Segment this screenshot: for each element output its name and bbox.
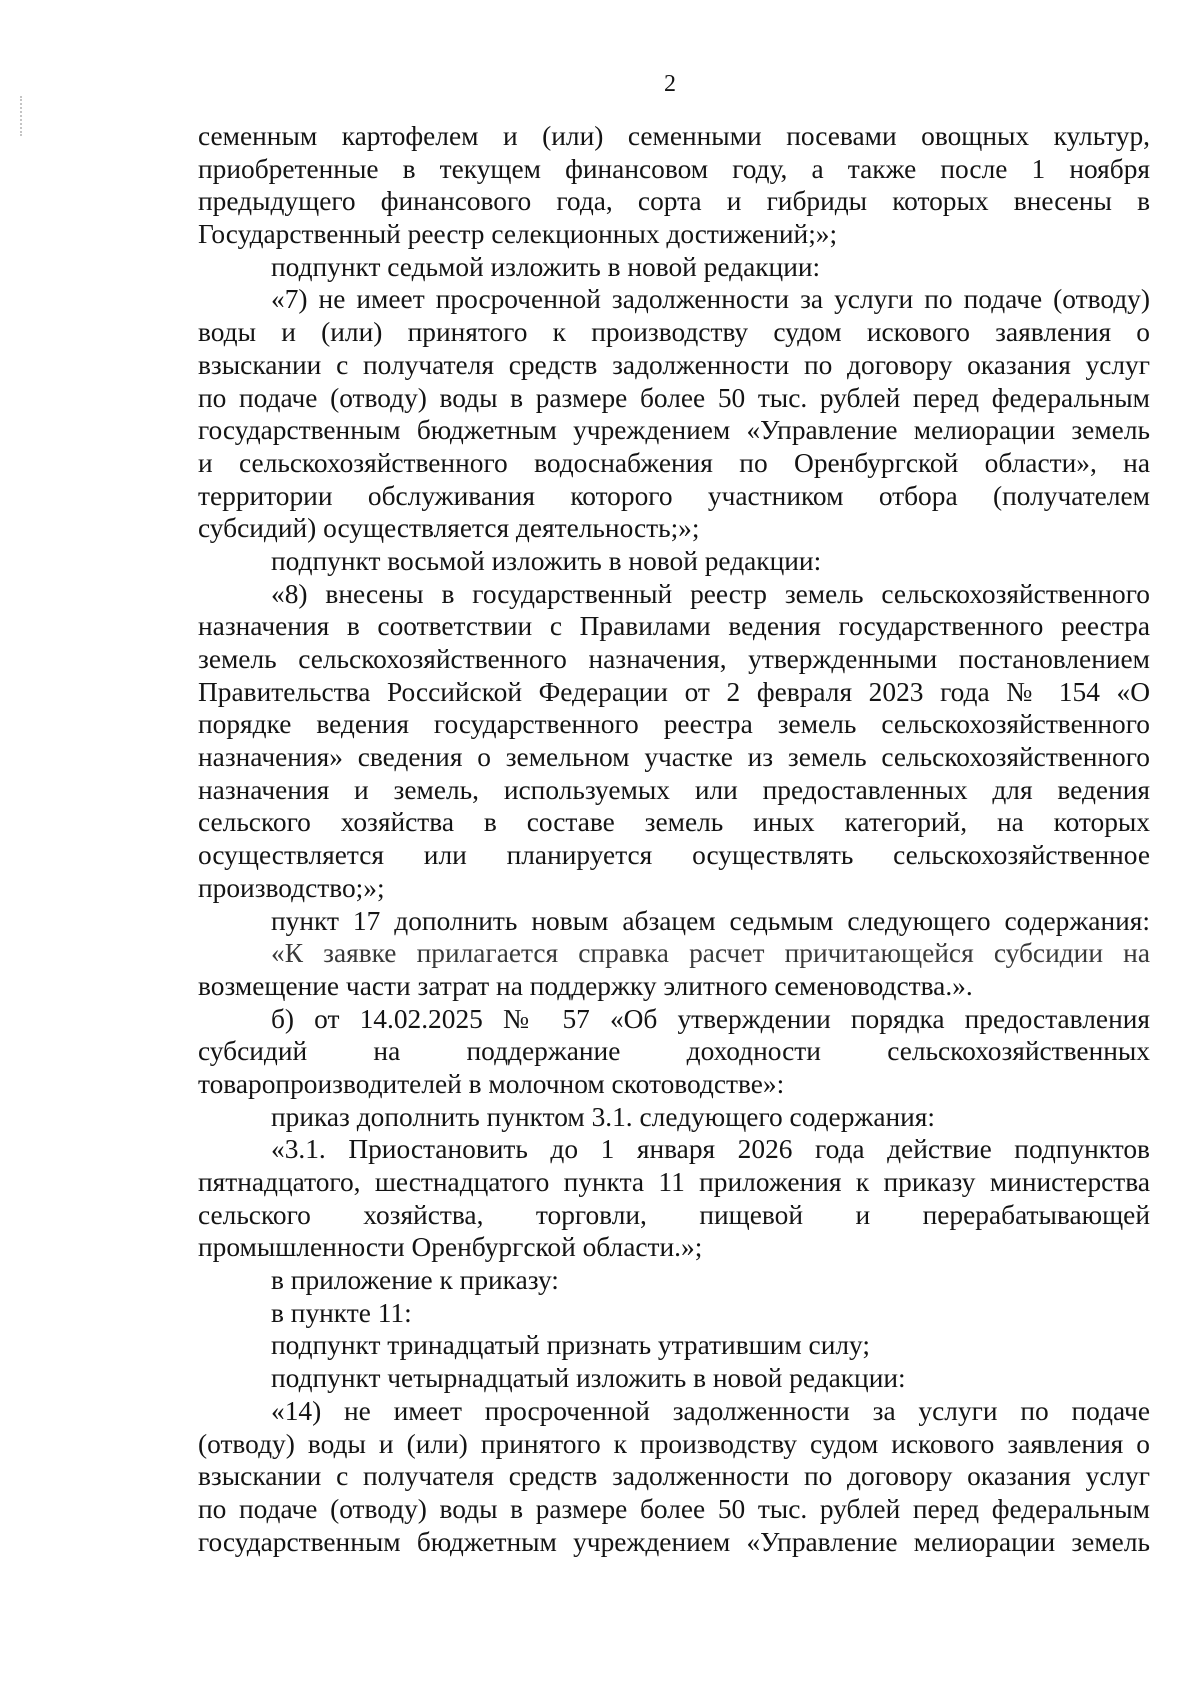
text-line: сельского хозяйства в составе земель иных категорий, на которых: [198, 807, 1150, 838]
text-line: по подаче (отводу) воды в размере более 50 тыс. рублей перед федеральным: [198, 382, 1150, 413]
text-line: б) от 14.02.2025 № 57 «Об утверждении порядка предоставления: [271, 1003, 1150, 1034]
text-line: субсидий) осуществляется деятельность;»;: [198, 513, 700, 544]
text-line: государственным бюджетным учреждением «Управление мелиорации земель: [198, 1526, 1150, 1557]
text-line: подпункт восьмой изложить в новой редакции:: [271, 545, 822, 576]
text-line: по подаче (отводу) воды в размере более 50 тыс. рублей перед федеральным: [198, 1493, 1150, 1524]
text-line: осуществляется или планируется осуществлять сельскохозяйственное: [198, 840, 1150, 871]
text-line: порядке ведения государственного реестра земель сельскохозяйственного: [198, 709, 1150, 740]
text-line: «8) внесены в государственный реестр земель сельскохозяйственного: [271, 578, 1150, 609]
text-line: предыдущего финансового года, сорта и гибриды которых внесены в: [198, 186, 1150, 217]
text-line: Государственный реестр селекционных достижений;»;: [198, 219, 838, 250]
text-line: приобретенные в текущем финансовом году, а также после 1 ноября: [198, 153, 1150, 184]
text-line: пункт 17 дополнить новым абзацем седьмым следующего содержания:: [271, 905, 1150, 936]
text-line: товаропроизводителей в молочном скотоводстве»:: [198, 1068, 785, 1099]
text-line: промышленности Оренбургской области.»;: [198, 1232, 703, 1263]
text-line: «7) не имеет просроченной задолженности за услуги по подаче (отводу): [271, 284, 1150, 315]
text-line: назначения в соответствии с Правилами ведения государственного реестра: [198, 611, 1150, 642]
text-line: назначения» сведения о земельном участке из земель сельскохозяйственного: [198, 742, 1150, 773]
text-line: назначения и земель, используемых или предоставленных для ведения: [198, 774, 1150, 805]
text-line: возмещение части затрат на поддержку элитного семеноводства.».: [198, 970, 973, 1001]
text-line: «14) не имеет просроченной задолженности за услуги по подаче: [271, 1395, 1150, 1426]
text-line: субсидий на поддержание доходности сельскохозяйственных: [198, 1036, 1150, 1067]
text-line: и сельскохозяйственного водоснабжения по Оренбургской области», на: [198, 447, 1150, 478]
document-body: [198, 120, 1150, 1558]
page-number: 2: [664, 71, 676, 97]
text-line: «3.1. Приостановить до 1 января 2026 года действие подпунктов: [271, 1134, 1150, 1165]
text-line: сельского хозяйства, торговли, пищевой и перерабатывающей: [198, 1199, 1150, 1230]
text-line: взыскании с получателя средств задолженности по договору оказания услуг: [198, 349, 1150, 380]
text-line: земель сельскохозяйственного назначения, утвержденными постановлением: [198, 644, 1150, 674]
text-line: приказ дополнить пунктом 3.1. следующего содержания:: [271, 1101, 936, 1132]
text-line: взыскании с получателя средств задолженности по договору оказания услуг: [198, 1461, 1150, 1492]
text-line: в приложение к приказу:: [271, 1265, 559, 1296]
text-line: пятнадцатого, шестнадцатого пункта 11 приложения к приказу министерства: [198, 1167, 1150, 1197]
scan-edge-marks: [20, 96, 28, 136]
text-line: воды и (или) принятого к производству судом искового заявления о: [198, 317, 1150, 348]
text-line: производство;»;: [198, 872, 385, 903]
text-line: подпункт четырнадцатый изложить в новой редакции:: [271, 1363, 906, 1394]
text-line: подпункт тринадцатый признать утратившим силу;: [271, 1330, 870, 1361]
text-line: «К заявке прилагается справка расчет причитающейся субсидии на: [271, 938, 1150, 969]
text-line: государственным бюджетным учреждением «Управление мелиорации земель: [198, 415, 1150, 446]
text-line: (отводу) воды и (или) принятого к производству судом искового заявления о: [198, 1428, 1150, 1459]
text-line: подпункт седьмой изложить в новой редакции:: [271, 251, 821, 282]
text-line: в пункте 11:: [271, 1297, 412, 1328]
text-line: семенным картофелем и (или) семенными посевами овощных культур,: [198, 121, 1150, 151]
text-line: Правительства Российской Федерации от 2 февраля 2023 года № 154 «О: [198, 676, 1150, 707]
text-line: территории обслуживания которого участником отбора (получателем: [198, 480, 1150, 511]
